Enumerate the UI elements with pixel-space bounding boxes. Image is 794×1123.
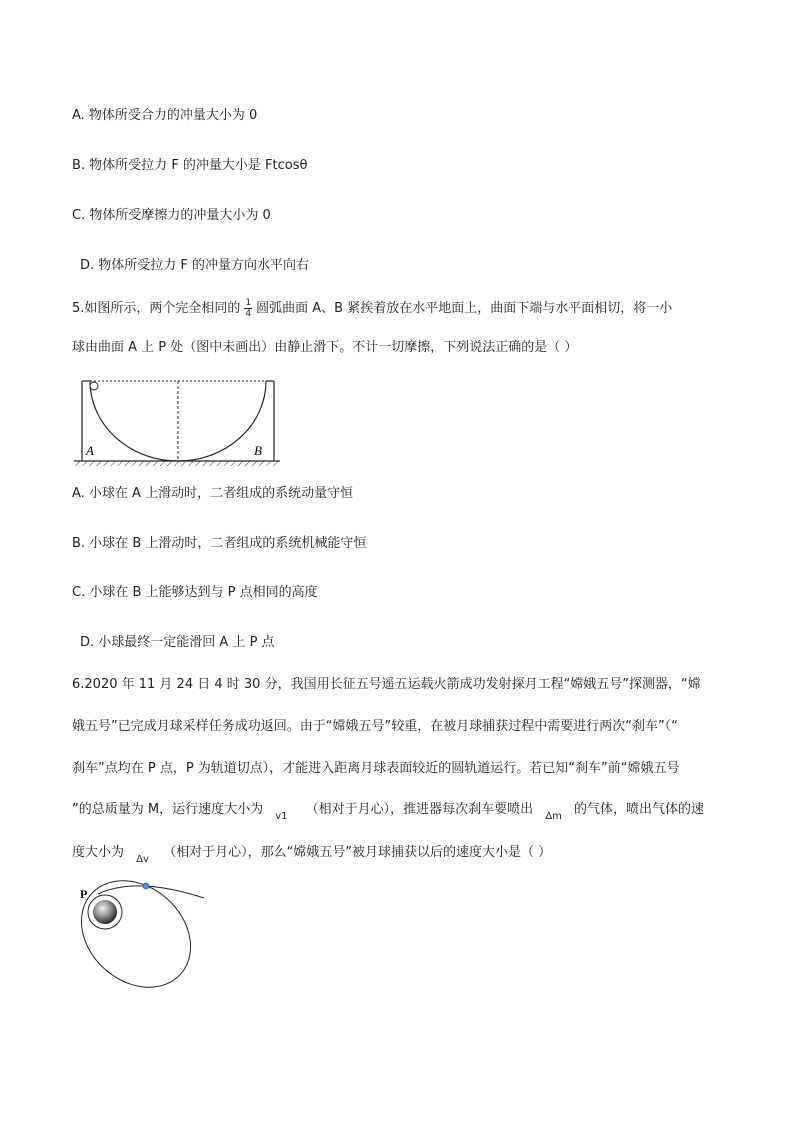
q5-option-d: D. 小球最终一定能滑回 A 上 P 点 bbox=[80, 635, 275, 650]
label-a: A bbox=[86, 443, 94, 458]
symbol-delta-v: Δv bbox=[136, 854, 149, 865]
q6-stem-line2: 娥五号”已完成月球采样任务成功返回。由于“嫦娥五号”较重，在被月球捕获过程中需要进行两次“刹车”（“ bbox=[72, 719, 678, 734]
q5-stem-line1 bbox=[72, 298, 672, 319]
label-p: P bbox=[80, 887, 88, 901]
fraction-numerator: 1 bbox=[245, 298, 252, 308]
q5-stem-line2: 球由曲面 A 上 P 处（图中未画出）由静止滑下。不计一切摩擦，下列说法正确的是（ ） bbox=[72, 340, 578, 355]
quarter-fraction bbox=[244, 298, 252, 319]
q4-option-d: D. 物体所受拉力 F 的冲量方向水平向右 bbox=[80, 258, 310, 273]
probe-dot bbox=[143, 883, 149, 889]
q5-option-c: C. 小球在 B 上能够达到与 P 点相同的高度 bbox=[72, 585, 318, 600]
q6-line4-part1: ”的总质量为 M，运行速度大小为 bbox=[72, 802, 264, 817]
q6-line4-part2: （相对于月心），推进器每次刹车要喷出 bbox=[305, 802, 534, 817]
q4-option-c: C. 物体所受摩擦力的冲量大小为 0 bbox=[72, 208, 271, 223]
q6-stem-line4 bbox=[72, 801, 704, 826]
q6-stem-line1: 6.2020 年 11 月 24 日 4 时 30 分，我国用长征五号遥五运载火箭成功发射探月工程“嫦娥五号”探测器，“嫦 bbox=[72, 677, 701, 692]
q6-line4-part3: 的气体，喷出气体的速 bbox=[574, 802, 705, 817]
q6-orbit-figure bbox=[76, 878, 208, 990]
symbol-v1: v1 bbox=[275, 811, 288, 822]
arc-a bbox=[90, 381, 178, 461]
ball bbox=[90, 382, 98, 390]
q5-option-a: A. 小球在 A 上滑动时，二者组成的系统动量守恒 bbox=[72, 486, 354, 501]
q6-stem-line5 bbox=[72, 844, 551, 869]
moon bbox=[93, 900, 117, 924]
q4-option-a: A. 物体所受合力的冲量大小为 0 bbox=[72, 108, 258, 123]
q6-line5-part2: （相对于月心），那么“嫦娥五号”被月球捕获以后的速度大小是（ ） bbox=[163, 845, 552, 860]
q6-stem-line3: 刹车”点均在 P 点，P 为轨道切点），才能进入距离月球表面较近的圆轨道运行。若已知“刹车”前“嫦娥五号 bbox=[72, 761, 680, 776]
elliptical-orbit bbox=[76, 878, 208, 990]
q5-arc-figure bbox=[74, 375, 284, 467]
arc-b bbox=[178, 381, 266, 461]
q5-stem-part1: 5.如图所示，两个完全相同的 bbox=[72, 301, 241, 316]
q5-stem-part2: 圆弧曲面 A、B 紧挨着放在水平地面上，曲面下端与水平面相切，将一小 bbox=[256, 301, 673, 316]
q6-line5-part1: 度大小为 bbox=[72, 845, 125, 860]
q5-option-b: B. 小球在 B 上滑动时，二者组成的系统机械能守恒 bbox=[72, 536, 367, 551]
ground-hatch bbox=[74, 461, 280, 466]
label-b: B bbox=[254, 443, 262, 458]
fraction-denominator: 4 bbox=[245, 309, 252, 319]
q4-option-b: B. 物体所受拉力 F 的冲量大小是 Ftcosθ bbox=[72, 158, 308, 173]
symbol-delta-m: Δm bbox=[545, 811, 562, 822]
